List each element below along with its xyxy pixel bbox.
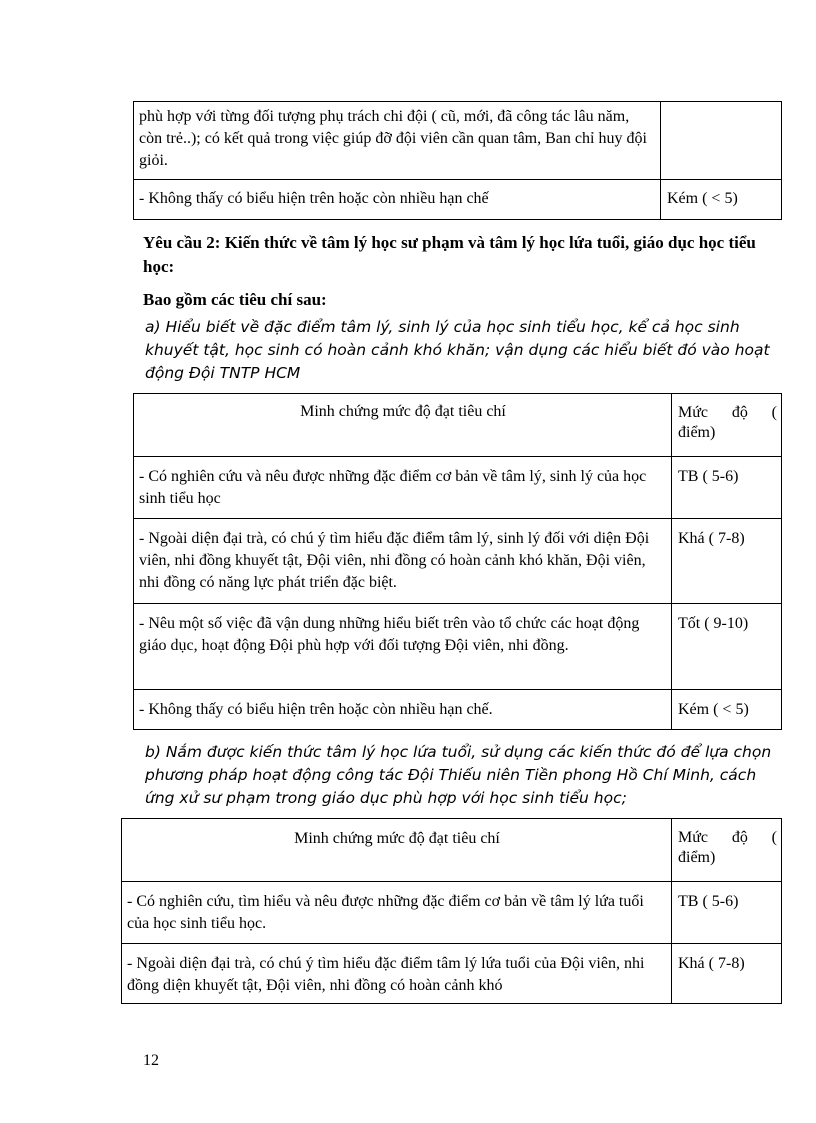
evidence-cell: - Không thấy có biểu hiện trên hoặc còn nhiều hạn chế.: [134, 690, 672, 730]
table-header-row: [134, 394, 782, 457]
evidence-cell: - Nêu một số việc đã vận dung những hiểu biết trên vào tổ chức các hoạt động giáo dục, hoạt động Đội phù hợp với đối tượng Đội viên, nhi đồng.: [134, 604, 672, 690]
criteria-table-a: [133, 393, 782, 730]
evidence-cell: - Ngoài diện đại trà, có chú ý tìm hiểu đặc điểm tâm lý lứa tuổi của Đội viên, nhi đồng diện khuyết tật, Đội viên, nhi đồng có hoàn cảnh khó: [122, 944, 672, 1004]
level-cell: TB ( 5-6): [672, 457, 782, 519]
table-row: [134, 180, 782, 220]
level-header: [672, 394, 782, 457]
level-header-line1: Mức độ (: [678, 829, 777, 846]
level-cell: TB ( 5-6): [672, 882, 782, 944]
level-header: [672, 819, 782, 882]
level-header-line2: điểm): [678, 424, 716, 441]
criteria-table-continued: [133, 101, 782, 220]
page-number: 12: [143, 1052, 159, 1069]
level-cell: Khá ( 7-8): [672, 519, 782, 604]
evidence-header: Minh chứng mức độ đạt tiêu chí: [122, 819, 672, 882]
table-header-row: [122, 819, 782, 882]
table-row: [134, 457, 782, 519]
table-row: [134, 102, 782, 180]
criteria-intro: Bao gồm các tiêu chí sau:: [143, 290, 327, 309]
level-cell: [661, 102, 782, 180]
level-header-line1: Mức độ (: [678, 404, 777, 421]
table-row: [134, 604, 782, 690]
table-row: [134, 519, 782, 604]
evidence-cell: - Có nghiên cứu, tìm hiểu và nêu được những đặc điểm cơ bản về tâm lý lứa tuổi của học sinh tiểu học.: [122, 882, 672, 944]
table-row: [122, 944, 782, 1004]
level-cell: Kém ( < 5): [661, 180, 782, 220]
table-row: [134, 690, 782, 730]
evidence-cell: - Không thấy có biểu hiện trên hoặc còn nhiều hạn chế: [134, 180, 661, 220]
level-header-line2: điểm): [678, 849, 716, 866]
level-cell: Tốt ( 9-10): [672, 604, 782, 690]
level-cell: Kém ( < 5): [672, 690, 782, 730]
level-cell: Khá ( 7-8): [672, 944, 782, 1004]
section-b-title: b) Nắm được kiến thức tâm lý học lứa tuổi, sử dụng các kiến thức đó để lựa chọn phương pháp hoạt động công tác Đội Thiếu niên Tiền phong Hồ Chí Minh, cách ứng xử sư phạm trong giáo dục phù hợp với học sinh tiểu học;: [145, 743, 772, 807]
evidence-cell: - Có nghiên cứu và nêu được những đặc điểm cơ bản về tâm lý, sinh lý của học sinh tiểu học: [134, 457, 672, 519]
requirement-heading: Yêu cầu 2: Kiến thức về tâm lý học sư phạm và tâm lý học lứa tuổi, giáo dục học tiểu học:: [143, 233, 756, 276]
table-row: [122, 882, 782, 944]
criteria-table-b: [121, 818, 782, 1004]
evidence-cell: phù hợp với từng đối tượng phụ trách chi đội ( cũ, mới, đã công tác lâu năm, còn trẻ..); có kết quả trong việc giúp đỡ đội viên cần quan tâm, Ban chỉ huy đội giỏi.: [134, 102, 661, 180]
evidence-cell: - Ngoài diện đại trà, có chú ý tìm hiểu đặc điểm tâm lý, sinh lý đối với diện Đội viên, nhi đồng khuyết tật, Đội viên, nhi đồng có hoàn cảnh khó khăn, Đội viên, nhi đồng có năng lực phát triển đặc biệt.: [134, 519, 672, 604]
evidence-header: Minh chứng mức độ đạt tiêu chí: [134, 394, 672, 457]
section-a-title: a) Hiểu biết về đặc điểm tâm lý, sinh lý của học sinh tiểu học, kể cả học sinh khuyết tật, học sinh có hoàn cảnh khó khăn; vận dụng các hiểu biết đó vào hoạt động Đội TNTP HCM: [145, 318, 770, 382]
